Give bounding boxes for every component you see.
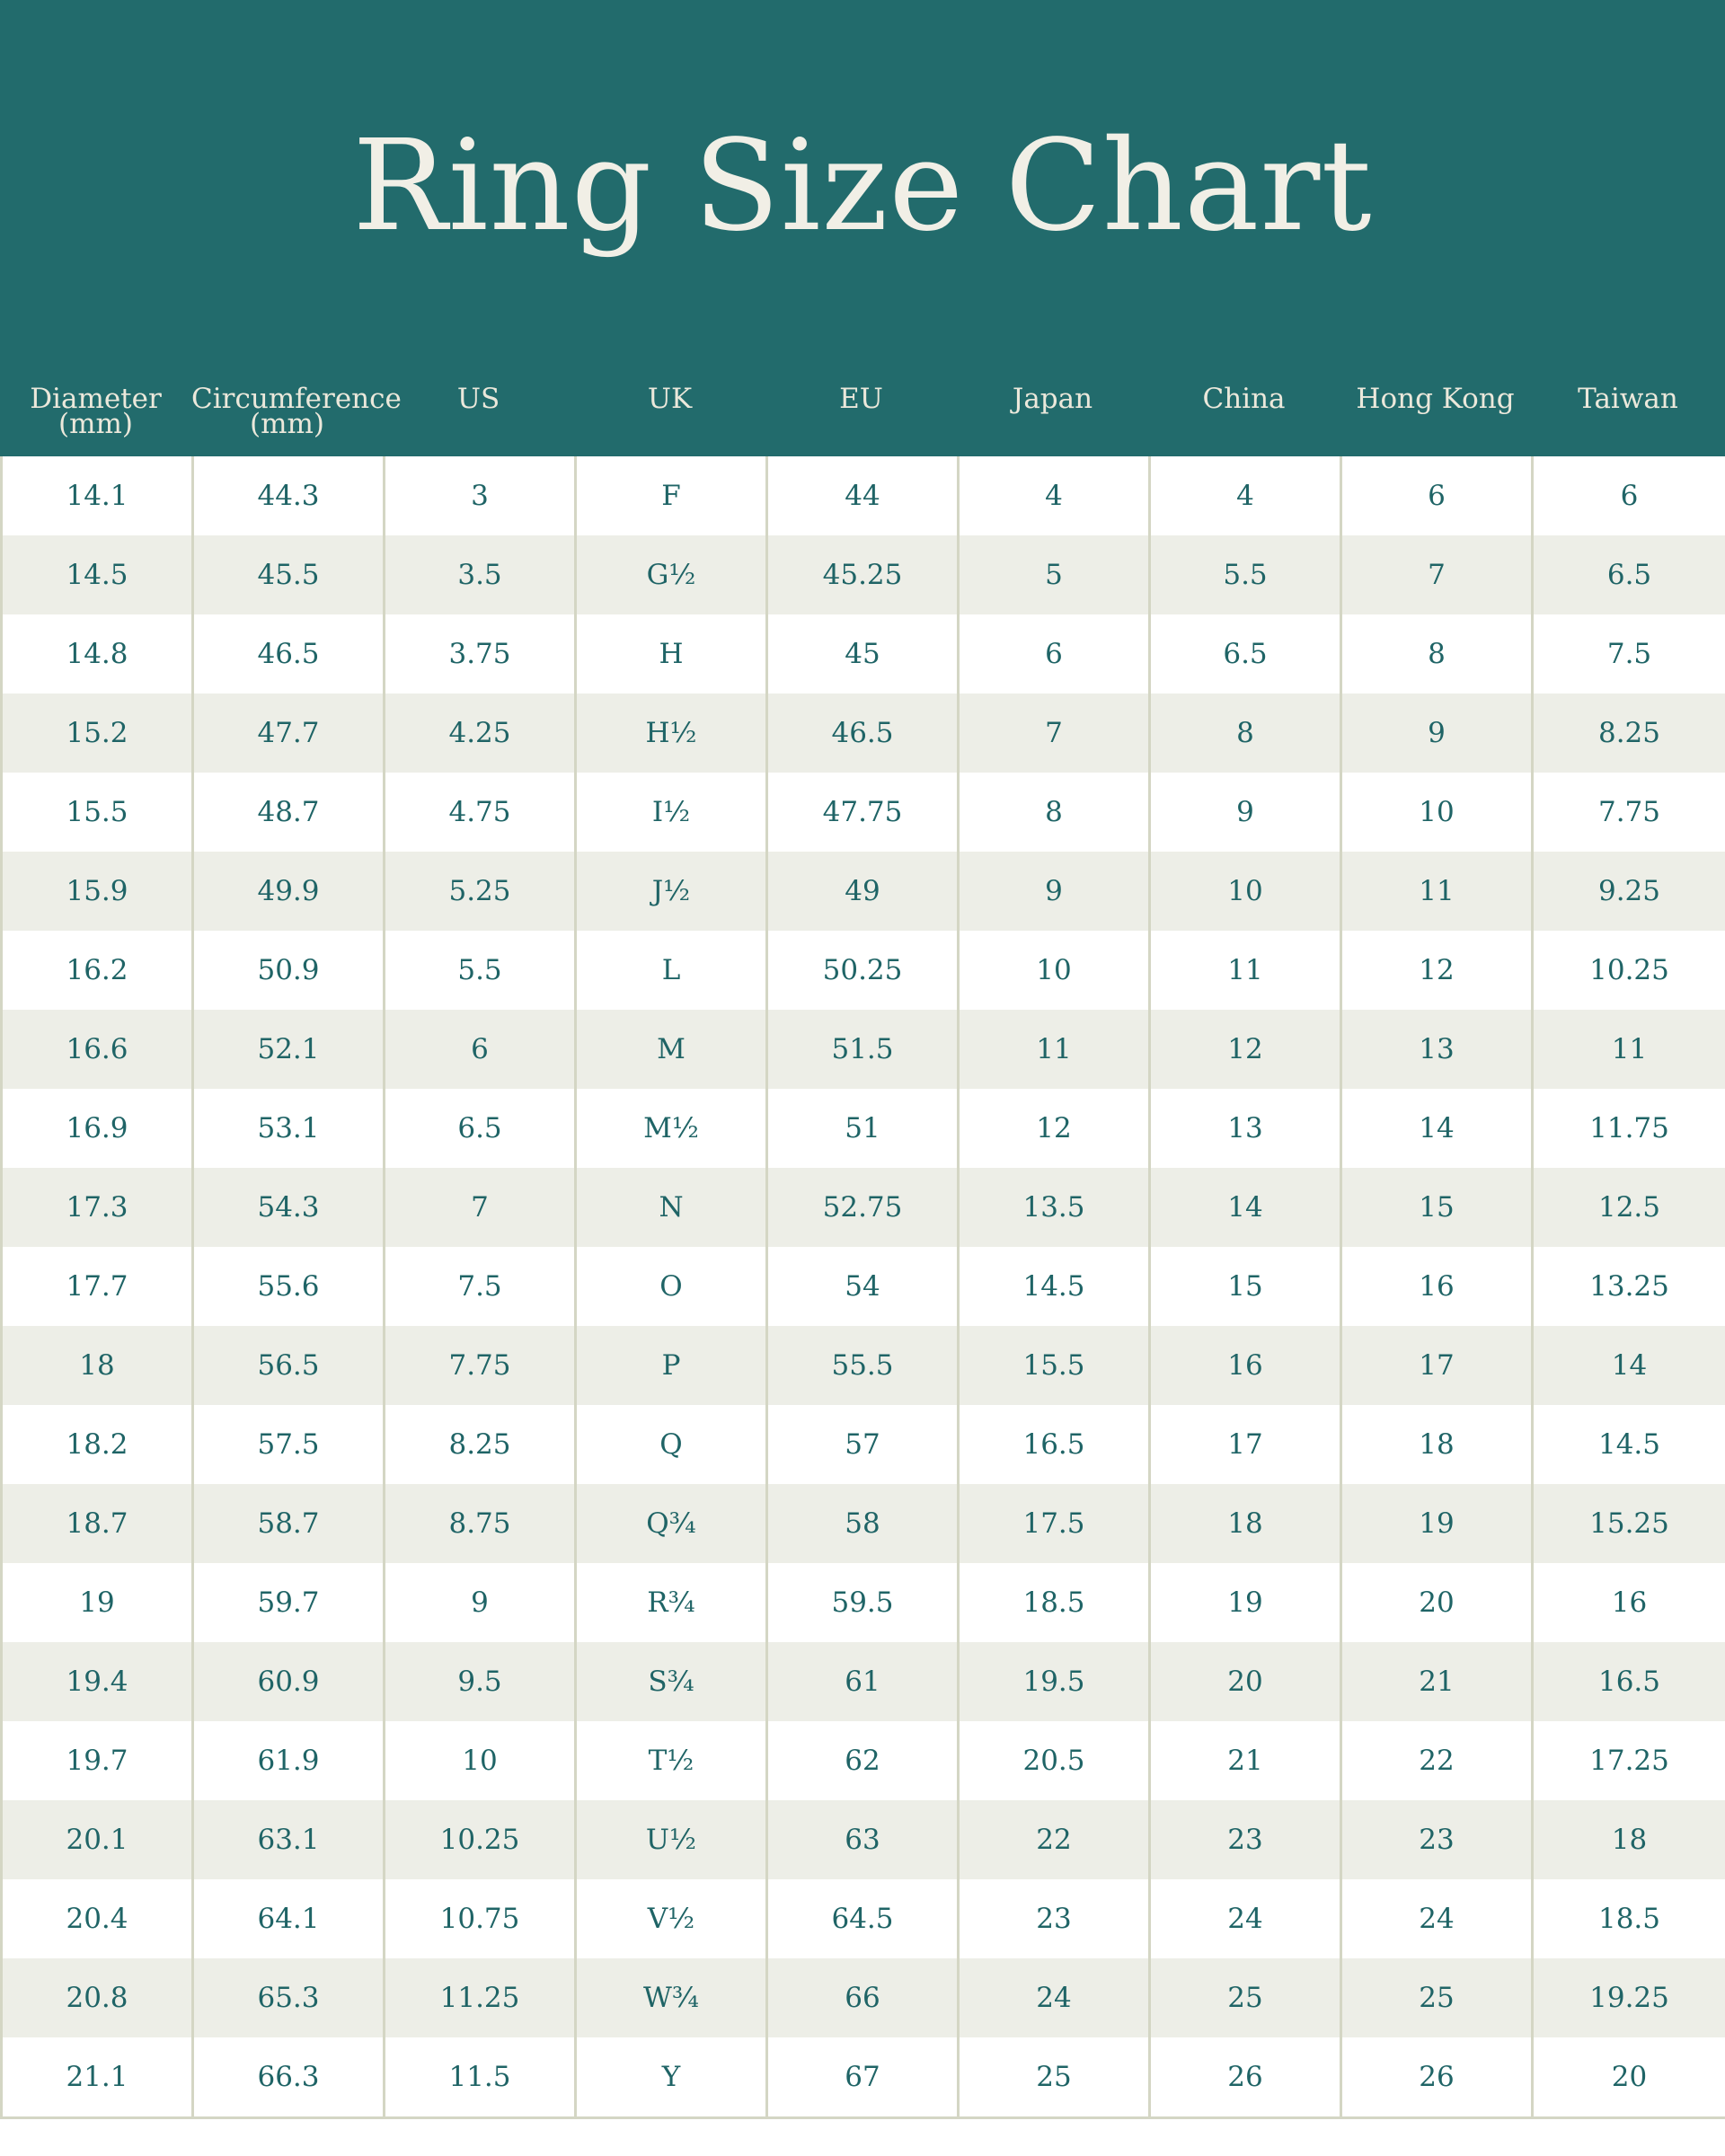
cell-circumference: 50.9 <box>193 931 385 1010</box>
cell-hong-kong: 15 <box>1341 1168 1533 1247</box>
cell-us: 6.5 <box>385 1089 576 1168</box>
table-row <box>2 614 1725 694</box>
cell-eu: 47.75 <box>767 773 959 852</box>
cell-circumference: 61.9 <box>193 1721 385 1800</box>
cell-us: 3.75 <box>385 614 576 694</box>
cell-diameter: 15.5 <box>2 773 193 852</box>
cell-china: 9 <box>1150 773 1341 852</box>
cell-us: 8.75 <box>385 1484 576 1563</box>
cell-china: 8 <box>1150 694 1341 773</box>
table-row <box>2 1879 1725 1958</box>
column-header-taiwan <box>1531 383 1725 456</box>
cell-hong-kong: 6 <box>1341 456 1533 535</box>
cell-japan: 11 <box>959 1010 1150 1089</box>
table-row <box>2 1958 1725 2037</box>
cell-taiwan: 6 <box>1533 456 1725 535</box>
cell-diameter: 14.8 <box>2 614 193 694</box>
cell-eu: 58 <box>767 1484 959 1563</box>
cell-taiwan: 11 <box>1533 1010 1725 1089</box>
cell-taiwan: 8.25 <box>1533 694 1725 773</box>
cell-uk: M½ <box>576 1089 767 1168</box>
table-row <box>2 1721 1725 1800</box>
cell-uk: R¾ <box>576 1563 767 1642</box>
cell-circumference: 65.3 <box>193 1958 385 2037</box>
cell-japan: 19.5 <box>959 1642 1150 1721</box>
cell-uk: G½ <box>576 535 767 614</box>
column-header-row <box>0 383 1725 456</box>
cell-japan: 25 <box>959 2037 1150 2118</box>
cell-us: 10.25 <box>385 1800 576 1879</box>
cell-us: 4.75 <box>385 773 576 852</box>
column-header-uk <box>574 383 765 456</box>
column-header-japan <box>957 383 1148 456</box>
cell-uk: V½ <box>576 1879 767 1958</box>
table-row <box>2 1168 1725 1247</box>
cell-uk: W¾ <box>576 1958 767 2037</box>
cell-us: 7 <box>385 1168 576 1247</box>
cell-hong-kong: 26 <box>1341 2037 1533 2118</box>
cell-taiwan: 20 <box>1533 2037 1725 2118</box>
column-header-label: Circumference <box>191 383 402 415</box>
table-row <box>2 773 1725 852</box>
cell-china: 12 <box>1150 1010 1341 1089</box>
cell-hong-kong: 21 <box>1341 1642 1533 1721</box>
cell-china: 24 <box>1150 1879 1341 1958</box>
cell-hong-kong: 12 <box>1341 931 1533 1010</box>
table-row <box>2 1089 1725 1168</box>
cell-circumference: 47.7 <box>193 694 385 773</box>
cell-circumference: 52.1 <box>193 1010 385 1089</box>
page-title: Ring Size Chart <box>352 113 1373 260</box>
table-row <box>2 1563 1725 1642</box>
cell-eu: 59.5 <box>767 1563 959 1642</box>
cell-circumference: 63.1 <box>193 1800 385 1879</box>
cell-uk: N <box>576 1168 767 1247</box>
cell-taiwan: 12.5 <box>1533 1168 1725 1247</box>
table-row <box>2 456 1725 535</box>
cell-circumference: 53.1 <box>193 1089 385 1168</box>
cell-eu: 51.5 <box>767 1010 959 1089</box>
cell-circumference: 59.7 <box>193 1563 385 1642</box>
table-row <box>2 1642 1725 1721</box>
cell-uk: M <box>576 1010 767 1089</box>
cell-japan: 4 <box>959 456 1150 535</box>
cell-china: 5.5 <box>1150 535 1341 614</box>
cell-hong-kong: 10 <box>1341 773 1533 852</box>
cell-diameter: 18.2 <box>2 1405 193 1484</box>
cell-japan: 16.5 <box>959 1405 1150 1484</box>
table-row <box>2 1010 1725 1089</box>
cell-japan: 12 <box>959 1089 1150 1168</box>
column-header-diameter <box>0 383 191 456</box>
cell-eu: 45 <box>767 614 959 694</box>
cell-hong-kong: 17 <box>1341 1326 1533 1405</box>
cell-us: 4.25 <box>385 694 576 773</box>
cell-diameter: 14.1 <box>2 456 193 535</box>
cell-us: 7.75 <box>385 1326 576 1405</box>
table-row <box>2 852 1725 931</box>
column-header-china <box>1148 383 1340 456</box>
cell-diameter: 16.9 <box>2 1089 193 1168</box>
header-banner <box>0 0 1725 456</box>
cell-uk: I½ <box>576 773 767 852</box>
cell-us: 11.5 <box>385 2037 576 2118</box>
cell-china: 15 <box>1150 1247 1341 1326</box>
cell-hong-kong: 14 <box>1341 1089 1533 1168</box>
cell-taiwan: 18 <box>1533 1800 1725 1879</box>
cell-circumference: 57.5 <box>193 1405 385 1484</box>
cell-hong-kong: 23 <box>1341 1800 1533 1879</box>
cell-circumference: 44.3 <box>193 456 385 535</box>
cell-uk: T½ <box>576 1721 767 1800</box>
ring-size-table <box>0 456 1725 2119</box>
cell-hong-kong: 18 <box>1341 1405 1533 1484</box>
cell-japan: 13.5 <box>959 1168 1150 1247</box>
cell-eu: 63 <box>767 1800 959 1879</box>
cell-uk: P <box>576 1326 767 1405</box>
cell-taiwan: 16.5 <box>1533 1642 1725 1721</box>
cell-taiwan: 14 <box>1533 1326 1725 1405</box>
cell-japan: 22 <box>959 1800 1150 1879</box>
cell-diameter: 15.9 <box>2 852 193 931</box>
column-header-label: EU <box>839 383 883 415</box>
cell-taiwan: 15.25 <box>1533 1484 1725 1563</box>
cell-china: 10 <box>1150 852 1341 931</box>
cell-eu: 51 <box>767 1089 959 1168</box>
cell-japan: 7 <box>959 694 1150 773</box>
cell-eu: 50.25 <box>767 931 959 1010</box>
table-row <box>2 2037 1725 2118</box>
cell-taiwan: 7.75 <box>1533 773 1725 852</box>
cell-eu: 49 <box>767 852 959 931</box>
cell-japan: 14.5 <box>959 1247 1150 1326</box>
cell-uk: Q <box>576 1405 767 1484</box>
cell-china: 16 <box>1150 1326 1341 1405</box>
cell-diameter: 21.1 <box>2 2037 193 2118</box>
cell-uk: H½ <box>576 694 767 773</box>
cell-uk: S¾ <box>576 1642 767 1721</box>
cell-eu: 55.5 <box>767 1326 959 1405</box>
cell-japan: 17.5 <box>959 1484 1150 1563</box>
cell-eu: 66 <box>767 1958 959 2037</box>
cell-china: 18 <box>1150 1484 1341 1563</box>
cell-circumference: 56.5 <box>193 1326 385 1405</box>
cell-hong-kong: 7 <box>1341 535 1533 614</box>
cell-uk: U½ <box>576 1800 767 1879</box>
cell-taiwan: 14.5 <box>1533 1405 1725 1484</box>
cell-us: 10.75 <box>385 1879 576 1958</box>
column-header-label: Diameter <box>30 383 162 415</box>
cell-japan: 24 <box>959 1958 1150 2037</box>
cell-japan: 6 <box>959 614 1150 694</box>
table-row <box>2 1484 1725 1563</box>
column-header-eu <box>765 383 957 456</box>
cell-uk: F <box>576 456 767 535</box>
cell-taiwan: 6.5 <box>1533 535 1725 614</box>
table-row <box>2 931 1725 1010</box>
cell-eu: 64.5 <box>767 1879 959 1958</box>
cell-china: 6.5 <box>1150 614 1341 694</box>
cell-china: 23 <box>1150 1800 1341 1879</box>
cell-eu: 57 <box>767 1405 959 1484</box>
column-header-label: China <box>1202 383 1286 415</box>
cell-diameter: 20.1 <box>2 1800 193 1879</box>
cell-circumference: 48.7 <box>193 773 385 852</box>
cell-hong-kong: 20 <box>1341 1563 1533 1642</box>
cell-eu: 54 <box>767 1247 959 1326</box>
cell-eu: 67 <box>767 2037 959 2118</box>
cell-uk: H <box>576 614 767 694</box>
cell-uk: J½ <box>576 852 767 931</box>
column-header-unit: (mm) <box>250 408 324 440</box>
column-header-hong-kong <box>1340 383 1531 456</box>
cell-diameter: 18 <box>2 1326 193 1405</box>
cell-diameter: 16.2 <box>2 931 193 1010</box>
cell-uk: L <box>576 931 767 1010</box>
cell-eu: 45.25 <box>767 535 959 614</box>
cell-us: 9.5 <box>385 1642 576 1721</box>
cell-taiwan: 16 <box>1533 1563 1725 1642</box>
cell-hong-kong: 22 <box>1341 1721 1533 1800</box>
cell-taiwan: 13.25 <box>1533 1247 1725 1326</box>
cell-us: 8.25 <box>385 1405 576 1484</box>
cell-us: 5.25 <box>385 852 576 931</box>
cell-circumference: 49.9 <box>193 852 385 931</box>
cell-us: 3 <box>385 456 576 535</box>
table-row <box>2 535 1725 614</box>
cell-diameter: 18.7 <box>2 1484 193 1563</box>
cell-us: 5.5 <box>385 931 576 1010</box>
cell-china: 21 <box>1150 1721 1341 1800</box>
cell-diameter: 15.2 <box>2 694 193 773</box>
cell-china: 14 <box>1150 1168 1341 1247</box>
cell-china: 13 <box>1150 1089 1341 1168</box>
column-header-label: UK <box>647 383 693 415</box>
column-header-label: Japan <box>1012 383 1093 415</box>
column-header-us <box>383 383 574 456</box>
cell-hong-kong: 25 <box>1341 1958 1533 2037</box>
cell-japan: 8 <box>959 773 1150 852</box>
cell-us: 3.5 <box>385 535 576 614</box>
table-row <box>2 1405 1725 1484</box>
cell-us: 9 <box>385 1563 576 1642</box>
column-header-label: Taiwan <box>1578 383 1678 415</box>
cell-us: 10 <box>385 1721 576 1800</box>
cell-us: 6 <box>385 1010 576 1089</box>
cell-hong-kong: 24 <box>1341 1879 1533 1958</box>
cell-circumference: 45.5 <box>193 535 385 614</box>
table-row <box>2 1326 1725 1405</box>
cell-uk: Y <box>576 2037 767 2118</box>
cell-japan: 5 <box>959 535 1150 614</box>
cell-japan: 15.5 <box>959 1326 1150 1405</box>
cell-circumference: 54.3 <box>193 1168 385 1247</box>
cell-diameter: 17.7 <box>2 1247 193 1326</box>
cell-diameter: 17.3 <box>2 1168 193 1247</box>
table-row <box>2 1247 1725 1326</box>
cell-taiwan: 7.5 <box>1533 614 1725 694</box>
cell-eu: 52.75 <box>767 1168 959 1247</box>
cell-circumference: 64.1 <box>193 1879 385 1958</box>
cell-diameter: 20.4 <box>2 1879 193 1958</box>
cell-us: 11.25 <box>385 1958 576 2037</box>
cell-circumference: 66.3 <box>193 2037 385 2118</box>
cell-hong-kong: 11 <box>1341 852 1533 931</box>
cell-eu: 46.5 <box>767 694 959 773</box>
cell-circumference: 60.9 <box>193 1642 385 1721</box>
cell-china: 25 <box>1150 1958 1341 2037</box>
cell-us: 7.5 <box>385 1247 576 1326</box>
cell-eu: 62 <box>767 1721 959 1800</box>
cell-diameter: 14.5 <box>2 535 193 614</box>
cell-eu: 61 <box>767 1642 959 1721</box>
cell-hong-kong: 13 <box>1341 1010 1533 1089</box>
cell-circumference: 55.6 <box>193 1247 385 1326</box>
column-header-label: US <box>456 383 500 415</box>
column-header-label: Hong Kong <box>1356 383 1515 415</box>
cell-china: 17 <box>1150 1405 1341 1484</box>
cell-china: 26 <box>1150 2037 1341 2118</box>
cell-diameter: 19.4 <box>2 1642 193 1721</box>
cell-diameter: 20.8 <box>2 1958 193 2037</box>
cell-circumference: 46.5 <box>193 614 385 694</box>
table-row <box>2 1800 1725 1879</box>
cell-taiwan: 9.25 <box>1533 852 1725 931</box>
cell-japan: 20.5 <box>959 1721 1150 1800</box>
column-header-unit: (mm) <box>58 408 133 440</box>
cell-taiwan: 11.75 <box>1533 1089 1725 1168</box>
cell-uk: O <box>576 1247 767 1326</box>
cell-japan: 10 <box>959 931 1150 1010</box>
column-header-circumference <box>191 383 402 456</box>
cell-diameter: 19.7 <box>2 1721 193 1800</box>
cell-china: 19 <box>1150 1563 1341 1642</box>
table-row <box>2 694 1725 773</box>
cell-hong-kong: 19 <box>1341 1484 1533 1563</box>
cell-china: 4 <box>1150 456 1341 535</box>
cell-japan: 23 <box>959 1879 1150 1958</box>
cell-hong-kong: 8 <box>1341 614 1533 694</box>
cell-circumference: 58.7 <box>193 1484 385 1563</box>
cell-taiwan: 19.25 <box>1533 1958 1725 2037</box>
cell-taiwan: 10.25 <box>1533 931 1725 1010</box>
cell-china: 20 <box>1150 1642 1341 1721</box>
cell-japan: 18.5 <box>959 1563 1150 1642</box>
cell-taiwan: 17.25 <box>1533 1721 1725 1800</box>
cell-taiwan: 18.5 <box>1533 1879 1725 1958</box>
cell-diameter: 19 <box>2 1563 193 1642</box>
cell-diameter: 16.6 <box>2 1010 193 1089</box>
cell-china: 11 <box>1150 931 1341 1010</box>
cell-hong-kong: 9 <box>1341 694 1533 773</box>
cell-uk: Q¾ <box>576 1484 767 1563</box>
cell-hong-kong: 16 <box>1341 1247 1533 1326</box>
cell-eu: 44 <box>767 456 959 535</box>
cell-japan: 9 <box>959 852 1150 931</box>
